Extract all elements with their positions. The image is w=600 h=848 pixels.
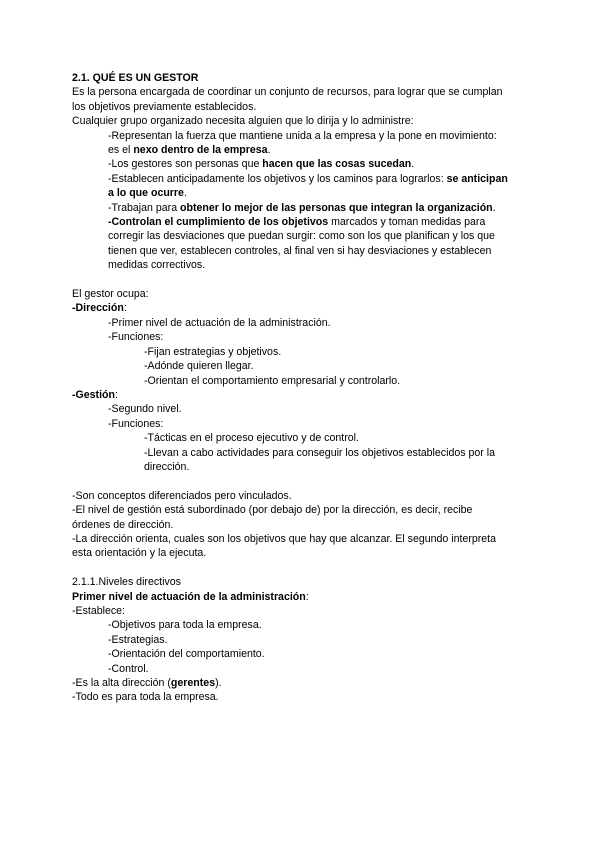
subsection-heading: 2.1.1.Niveles directivos bbox=[72, 576, 181, 589]
toda-empresa-line: -Todo es para toda la empresa. bbox=[72, 691, 219, 704]
gestion-funcion-2-cont: dirección. bbox=[144, 460, 190, 473]
establece-label: -Establece: bbox=[72, 604, 125, 617]
intro-line-1: Es la persona encargada de coordinar un conjunto de recursos, para lograr que se cumplan bbox=[72, 86, 503, 99]
bullet-controlan-l2: corregir las desviaciones que puedan surgir: como son los que planifican y los que bbox=[108, 230, 495, 243]
direccion-funciones: -Funciones: bbox=[108, 331, 164, 344]
gestion-heading: -Gestión: bbox=[72, 388, 118, 401]
alta-direccion-line: -Es la alta dirección (gerentes). bbox=[72, 677, 222, 690]
establece-item-4: -Control. bbox=[108, 662, 149, 675]
gestion-funciones: -Funciones: bbox=[108, 417, 164, 430]
intro-line-2: los objetivos previamente establecidos. bbox=[72, 100, 257, 113]
direccion-funcion-2: -Adónde quieren llegar. bbox=[144, 360, 254, 373]
bullet-anticipan: -Establecen anticipadamente los objetivos y los caminos para lograrlos: se anticipan bbox=[108, 172, 508, 185]
gestion-funcion-2: -Llevan a cabo actividades para conseguir los objetivos establecidos por la bbox=[144, 446, 495, 459]
document-body bbox=[72, 71, 524, 705]
bullet-trabajan: -Trabajan para obtener lo mejor de las personas que integran la organización. bbox=[108, 201, 496, 214]
establece-item-2: -Estrategias. bbox=[108, 633, 168, 646]
bullet-fuerza: -Representan la fuerza que mantiene unida a la empresa y la pone en movimiento: bbox=[108, 129, 497, 142]
bullet-controlan-l4: medidas correctivos. bbox=[108, 259, 206, 272]
bullet-anticipan-cont: a lo que ocurre. bbox=[108, 187, 187, 200]
direccion-heading: -Dirección: bbox=[72, 302, 127, 315]
bullet-gestores: -Los gestores son personas que hacen que las cosas sucedan. bbox=[108, 158, 415, 171]
concepto-3: -La dirección orienta, cuales son los objetivos que hay que alcanzar. El segundo interpreta bbox=[72, 532, 497, 545]
gestion-funcion-1: -Tácticas en el proceso ejecutivo y de control. bbox=[144, 432, 359, 445]
establece-item-1: -Objetivos para toda la empresa. bbox=[108, 619, 262, 632]
gestion-nivel: -Segundo nivel. bbox=[108, 403, 182, 416]
section-heading: 2.1. QUÉ ES UN GESTOR bbox=[72, 72, 199, 84]
intro-line-3: Cualquier grupo organizado necesita alguien que lo dirija y lo administre: bbox=[72, 115, 414, 128]
establece-item-3: -Orientación del comportamiento. bbox=[108, 648, 265, 661]
concepto-2-cont: órdenes de dirección. bbox=[72, 518, 174, 531]
direccion-funcion-3: -Orientan el comportamiento empresarial y controlarlo. bbox=[144, 374, 401, 387]
bullet-controlan-l3: tienen que ver, establecen controles, al final ven si hay desviaciones y establecen bbox=[108, 244, 492, 257]
ocupa-title: El gestor ocupa: bbox=[72, 288, 149, 301]
bullet-controlan: -Controlan el cumplimiento de los objetivos marcados y toman medidas para bbox=[108, 216, 486, 229]
concepto-2: -El nivel de gestión está subordinado (por debajo de) por la dirección, es decir, recibe bbox=[72, 504, 473, 517]
concepto-1: -Son conceptos diferenciados pero vinculados. bbox=[72, 489, 292, 502]
concepto-3-cont: esta orientación y la ejecuta. bbox=[72, 547, 207, 560]
direccion-funcion-1: -Fijan estrategias y objetivos. bbox=[144, 345, 282, 358]
primer-nivel-heading: Primer nivel de actuación de la administración: bbox=[72, 590, 309, 603]
bullet-fuerza-cont: es el nexo dentro de la empresa. bbox=[108, 144, 271, 157]
direccion-nivel: -Primer nivel de actuación de la administración. bbox=[108, 316, 331, 329]
